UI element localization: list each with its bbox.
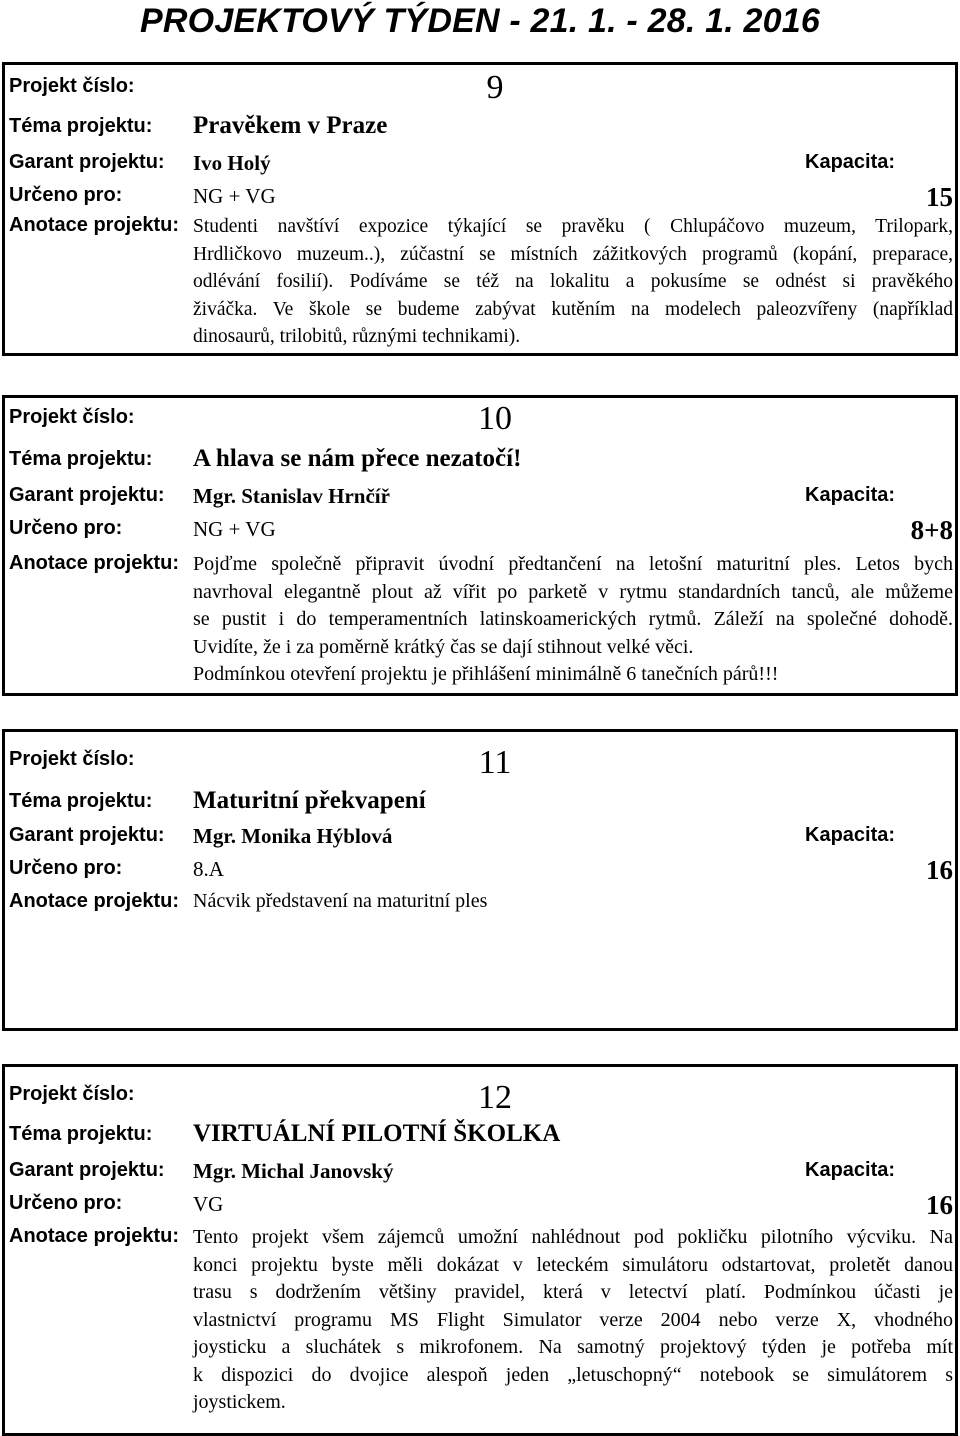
- project-topic: Pravěkem v Praze: [193, 112, 388, 139]
- annotation-line: odlévání fosilií). Podíváme se též na lokalitu a pokusíme se odnést si pravěkého: [193, 271, 953, 292]
- capacity-label: Kapacita:: [805, 824, 896, 846]
- project-guarantor: Mgr. Stanislav Hrnčíř: [193, 484, 390, 508]
- annotation-line: Studenti navštíví expozice týkající se pravěku ( Chlupáčovo muzeum, Trilopark,: [193, 216, 953, 237]
- project-topic: VIRTUÁLNÍ PILOTNÍ ŠKOLKA: [193, 1120, 561, 1147]
- capacity-label: Kapacita:: [805, 484, 896, 506]
- annotation-line: joysticku a sluchátek s mikrofonem. Na samotný projektový týden je potřeba mít: [193, 1336, 953, 1358]
- project-card-11: [2, 729, 958, 1031]
- project-number: 10: [478, 400, 512, 437]
- annotation-line: vlastnictví programu MS Flight Simulator verze 2004 nebo verze X, vhodného: [193, 1308, 953, 1331]
- annotation-line: Tento projekt všem zájemců umožní nahlédnout pod pokličku pilotního výcviku. Na: [193, 1226, 953, 1248]
- project-capacity: 16: [926, 1190, 953, 1220]
- annotation-line: trasu s dodržením většiny pravidel, která v letectví platí. Podmínkou účasti je: [193, 1281, 953, 1303]
- annotation-label: Anotace projektu:: [9, 1225, 180, 1247]
- project-for: VG: [193, 1192, 224, 1216]
- annotation-line: konci projektu byste měli dokázat v leteckém simulátoru odstartovat, proletět danou: [193, 1253, 953, 1276]
- capacity-label: Kapacita:: [805, 1159, 896, 1181]
- for-label: Určeno pro:: [9, 857, 123, 879]
- annotation-line: joystickem.: [193, 1391, 286, 1413]
- project-number: 11: [478, 744, 512, 781]
- guarantor-label: Garant projektu:: [9, 824, 165, 846]
- project-capacity: 16: [926, 855, 953, 885]
- project-guarantor: Mgr. Michal Janovský: [193, 1159, 394, 1183]
- project-number: 9: [486, 69, 504, 106]
- annotation-label: Anotace projektu:: [9, 890, 180, 912]
- topic-label: Téma projektu:: [9, 1123, 153, 1145]
- topic-label: Téma projektu:: [9, 115, 153, 137]
- project-number-label: Projekt číslo:: [9, 748, 135, 770]
- annotation-line: živáčka. Ve škole se budeme zabývat kutěním na modelech paleozvířeny (například: [193, 298, 953, 320]
- project-capacity: 8+8: [910, 515, 953, 545]
- project-annotation: [193, 213, 953, 351]
- annotation-line: Pojďme společně připravit úvodní předtančení na letošní maturitní ples. Letos bych: [193, 553, 953, 575]
- for-label: Určeno pro:: [9, 1192, 123, 1214]
- guarantor-label: Garant projektu:: [9, 484, 165, 506]
- project-card-10: [2, 395, 958, 696]
- guarantor-label: Garant projektu:: [9, 151, 165, 173]
- capacity-label: Kapacita:: [805, 151, 896, 173]
- project-annotation: [193, 888, 953, 916]
- annotation-line: Uvidíte, že i za poměrně krátký čas se dají stihnout velké věci.: [193, 635, 694, 658]
- annotation-line: Hrdličkovo muzeum..), zúčastní se místních zážitkových programů (kopání, preparace,: [193, 243, 953, 265]
- project-annotation: [193, 551, 953, 689]
- annotation-label: Anotace projektu:: [9, 552, 180, 574]
- project-number: 12: [478, 1079, 512, 1116]
- for-label: Určeno pro:: [9, 184, 123, 206]
- project-number-label: Projekt číslo:: [9, 75, 135, 97]
- annotation-line: Nácvik představení na maturitní ples: [193, 890, 488, 912]
- project-for: NG + VG: [193, 184, 276, 208]
- guarantor-label: Garant projektu:: [9, 1159, 165, 1181]
- project-for: 8.A: [193, 857, 224, 881]
- project-topic: A hlava se nám přece nezatočí!: [193, 445, 522, 472]
- annotation-line: k dispozici do dvojice alespoň jeden „letuschopný“ notebook se simulátorem s: [193, 1363, 953, 1386]
- for-label: Určeno pro:: [9, 517, 123, 539]
- project-capacity: 15: [926, 182, 953, 212]
- topic-label: Téma projektu:: [9, 448, 153, 470]
- project-card-9: [2, 62, 958, 356]
- project-annotation: [193, 1224, 953, 1417]
- annotation-label: Anotace projektu:: [9, 214, 180, 236]
- project-number-label: Projekt číslo:: [9, 406, 135, 428]
- topic-label: Téma projektu:: [9, 790, 153, 812]
- project-guarantor: Ivo Holý: [193, 151, 271, 175]
- project-number-label: Projekt číslo:: [9, 1083, 135, 1105]
- project-card-12: [2, 1064, 958, 1436]
- page-title: PROJEKTOVÝ TÝDEN - 21. 1. - 28. 1. 2016: [140, 2, 820, 40]
- project-guarantor: Mgr. Monika Hýblová: [193, 824, 393, 848]
- annotation-line: se pustit i do temperamentních latinskoamerických rytmů. Záleží na společné dohodě.: [193, 608, 953, 630]
- annotation-line: dinosaurů, trilobitů, různými technikami).: [193, 326, 521, 347]
- annotation-line: Podmínkou otevření projektu je přihlášení minimálně 6 tanečních párů!!!: [193, 663, 779, 685]
- project-for: NG + VG: [193, 517, 276, 541]
- annotation-line: navrhoval elegantně plout až vířit po parketě v rytmu standardních tanců, ale můžeme: [193, 580, 953, 603]
- project-topic: Maturitní překvapení: [193, 787, 426, 814]
